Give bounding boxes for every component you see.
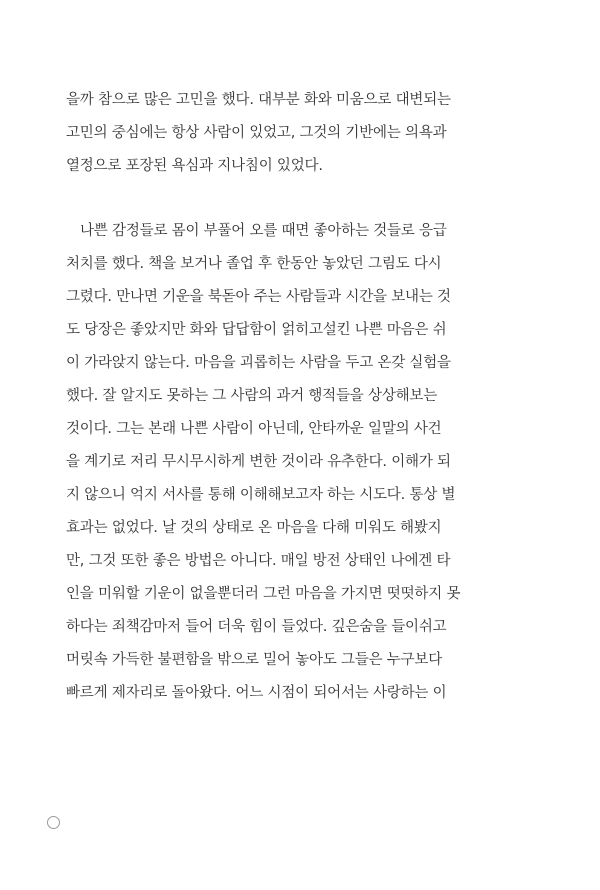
text-line: 처치를 했다. 책을 보거나 졸업 후 한동안 놓았던 그림도 다시 [66,256,442,272]
paragraph-2 [66,215,486,710]
text-line: 나쁜 감정들로 몸이 부풀어 오를 때면 좋아하는 것들로 응급 [80,223,447,239]
text-line: 고민의 중심에는 항상 사람이 있었고, 그것의 기반에는 의욕과 [66,125,447,141]
circle-outline-icon[interactable] [47,816,60,829]
text-line: 이 가라앉지 않는다. 마음을 괴롭히는 사람을 두고 온갖 실험을 [66,355,451,371]
document-page [66,84,486,710]
text-line: 열정으로 포장된 욕심과 지나침이 있었다. [66,158,323,174]
text-line: 효과는 없었다. 날 것의 상태로 온 마음을 다해 미워도 해봤지 [66,520,442,536]
paragraph-spacer [66,183,486,215]
paragraph-1 [66,84,486,183]
text-line: 것이다. 그는 본래 나쁜 사람이 아닌데, 안타까운 일말의 사건 [66,421,442,437]
text-line: 인을 미워할 기운이 없을뿐더러 그런 마음을 가지면 떳떳하지 못 [66,586,461,602]
text-line: 했다. 잘 알지도 못하는 그 사람의 과거 행적들을 상상해보는 [66,388,438,404]
text-line: 지 않으니 억지 서사를 통해 이해해보고자 하는 시도다. 통상 별 [66,487,456,503]
text-line: 도 당장은 좋았지만 화와 답답함이 얽히고설킨 나쁜 마음은 쉬 [66,322,447,338]
text-line: 하다는 죄책감마저 들어 더욱 힘이 들었다. 깊은숨을 들이쉬고 [66,619,447,635]
text-line: 그렸다. 만나면 기운을 북돋아 주는 사람들과 시간을 보내는 것 [66,289,451,305]
text-line: 을까 참으로 많은 고민을 했다. 대부분 화와 미움으로 대변되는 [66,92,451,108]
text-line: 만, 그것 또한 좋은 방법은 아니다. 매일 방전 상태인 나에겐 타 [66,553,451,569]
text-line: 머릿속 가득한 불편함을 밖으로 밀어 놓아도 그들은 누구보다 [66,652,443,668]
text-line: 을 계기로 저리 무시무시하게 변한 것이라 유추한다. 이해가 되 [66,454,451,470]
text-line: 빠르게 제자리로 돌아왔다. 어느 시점이 되어서는 사랑하는 이 [66,685,447,701]
